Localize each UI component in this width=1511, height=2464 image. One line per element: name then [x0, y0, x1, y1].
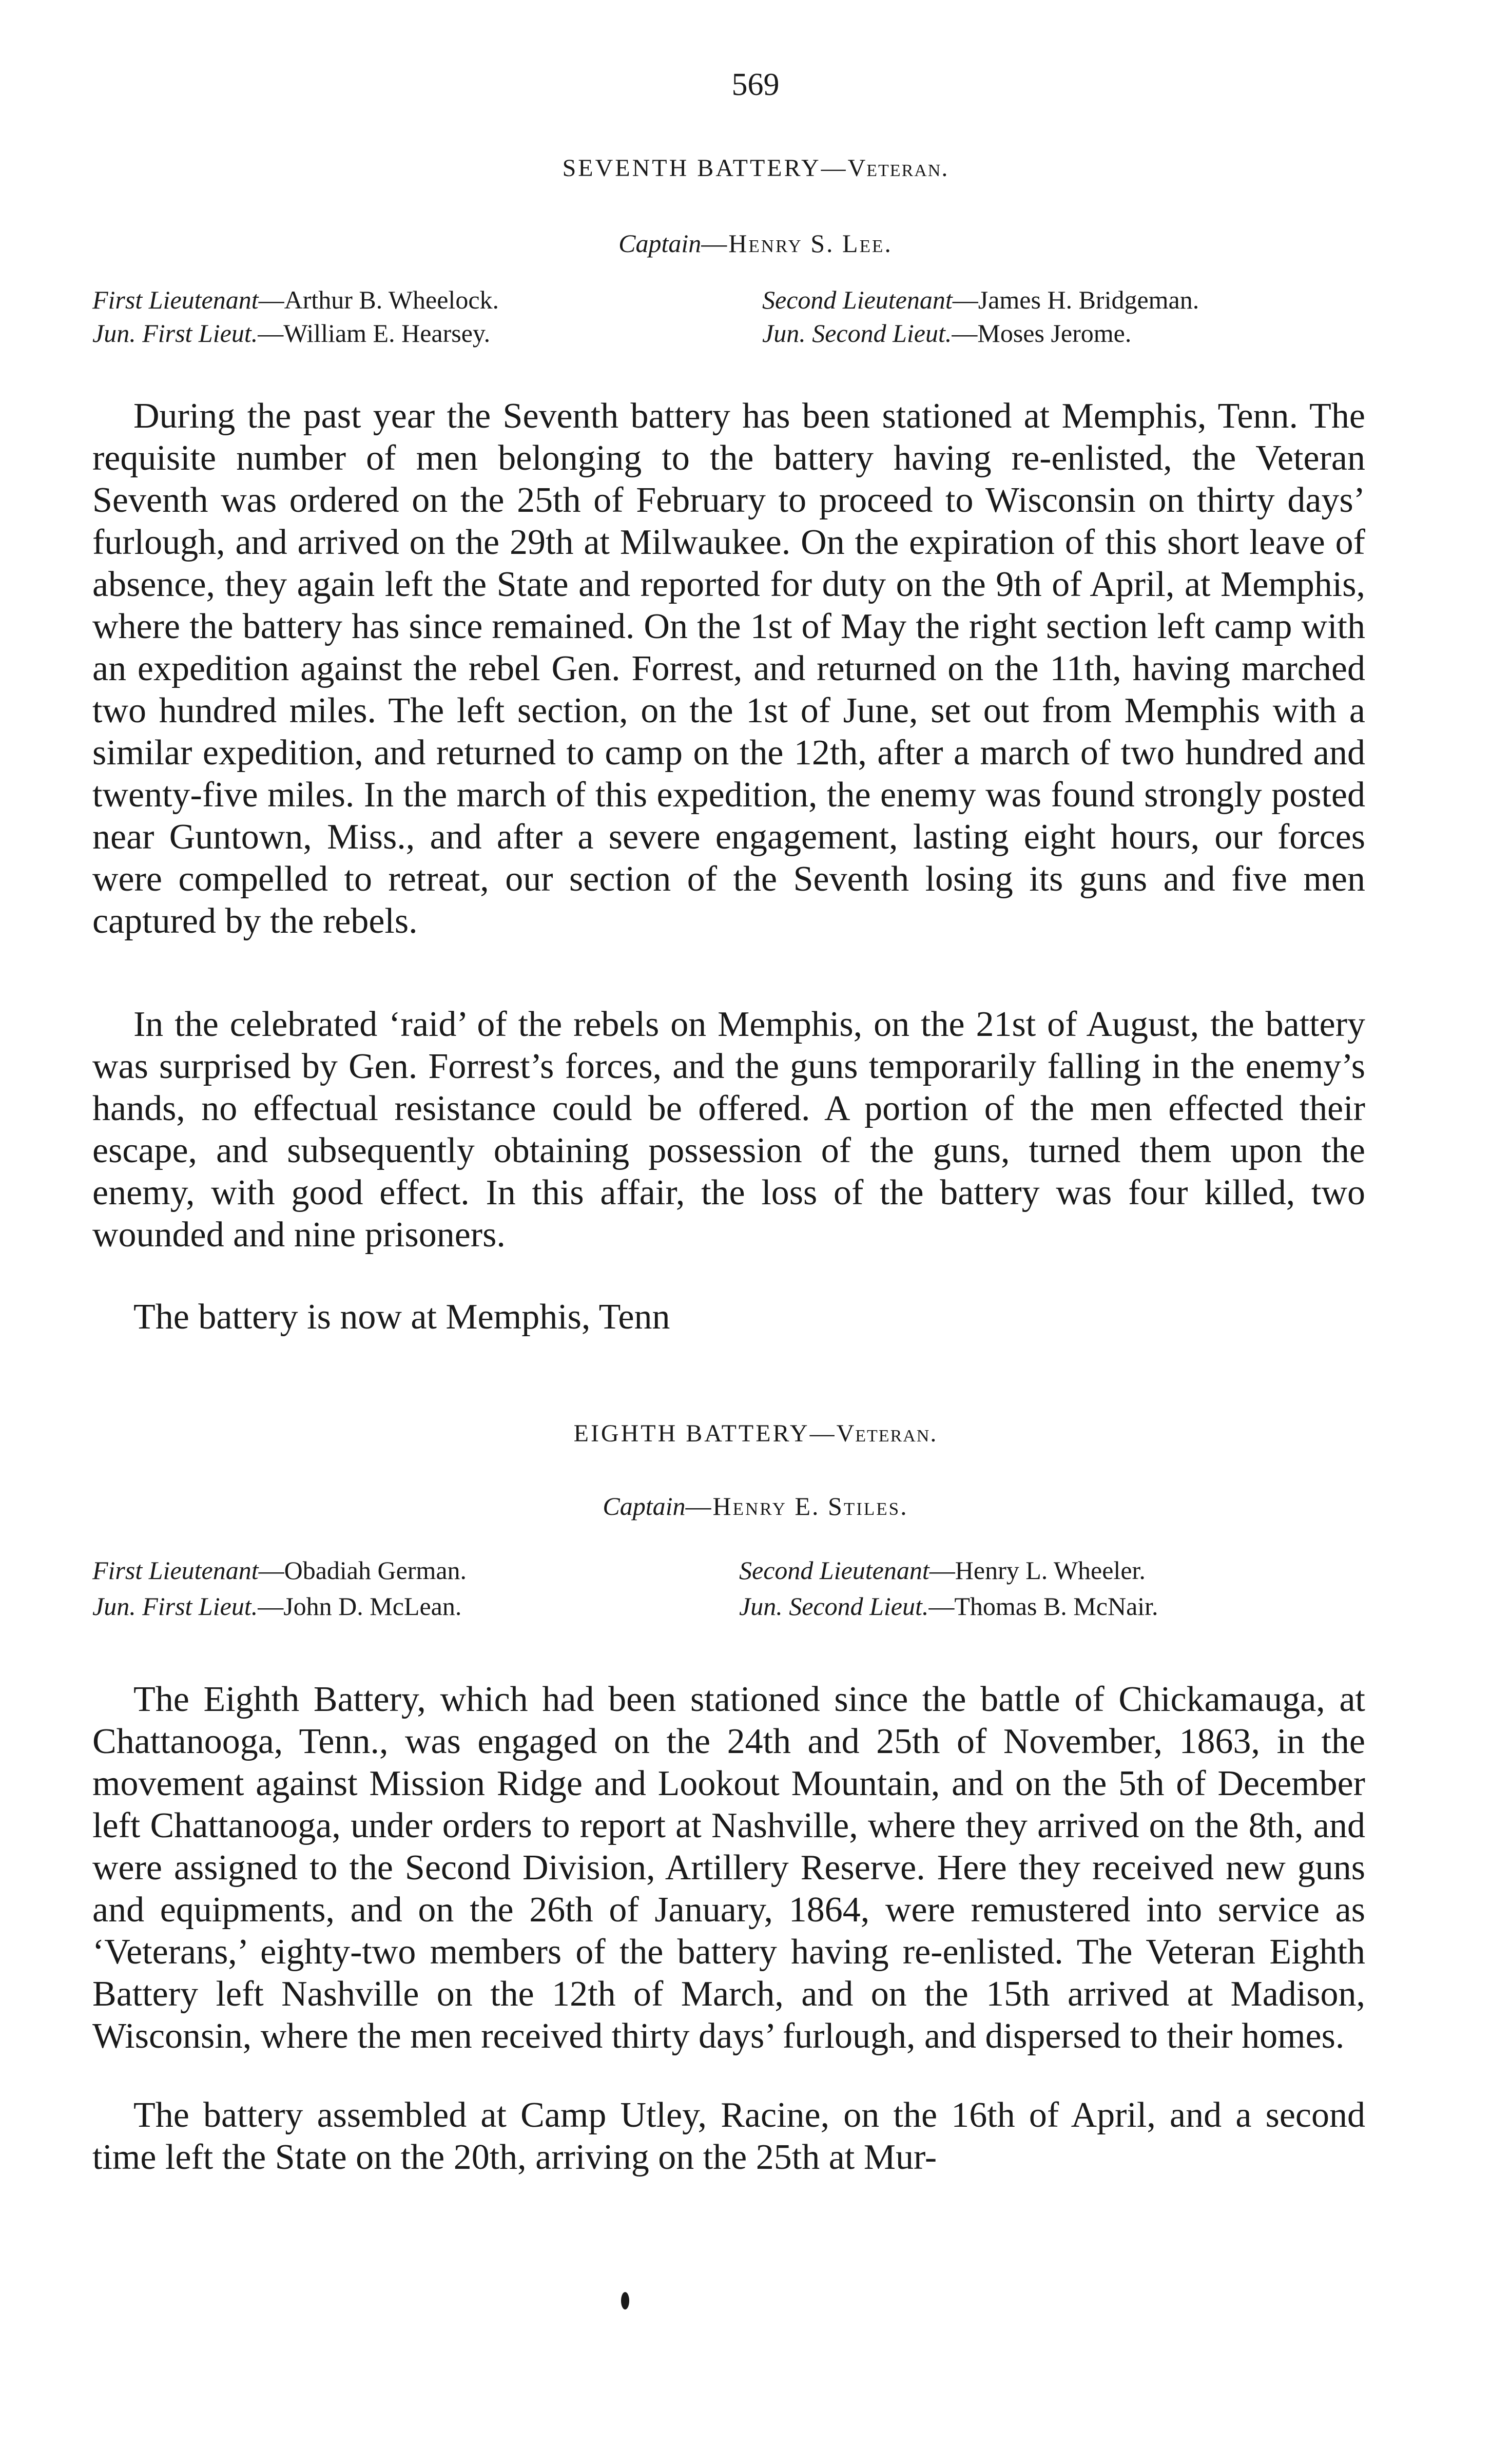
eighth-jun-first-role: Jun. First Lieut.: [92, 1592, 258, 1621]
ink-blot-mark: [621, 2292, 629, 2309]
eighth-heading-main: EIGHTH BATTERY—: [573, 1420, 837, 1447]
eighth-paragraph-1: The Eighth Battery, which had been stationed since the battle of Chickamauga, at Chattanooga, Tenn., was engaged on the 24th and 25th of November, 1863, in the movement against Mission Ridge and Lookout Mountain, and on the 5th of December left Chattanooga, under orders to report at Nashville, where they arrived on the 8th, and were assigned to the Second Division, Artillery Reserve. Here they received new guns and equipments, and on the 26th of January, 1864, were remustered into service as ‘Veterans,’ eighty-two members of the battery having re-enlisted. The Veteran Eighth Battery left Nashville on the 12th of March, and on the 15th arrived at Madison, Wisconsin, where the men received thirty days’ furlough, and dispersed to their homes.: [92, 1680, 1365, 2056]
eighth-first-lt-name: —Obadiah German.: [258, 1556, 467, 1585]
eighth-second-lieutenant: [739, 1555, 1146, 1585]
seventh-heading-veteran: Veteran.: [847, 155, 949, 182]
eighth-captain-line: [0, 1491, 1511, 1521]
eighth-paragraph-2: The battery assembled at Camp Utley, Racine, on the 16th of April, and a second time left the State on the 20th, arriving on the 25th at Mur-: [92, 2095, 1365, 2177]
eighth-second-lt-name: —Henry L. Wheeler.: [929, 1556, 1146, 1585]
eighth-jun-second-role: Jun. Second Lieut.: [739, 1592, 929, 1621]
seventh-battery-heading: [0, 154, 1511, 182]
seventh-captain-role: Captain: [618, 229, 702, 258]
seventh-first-lt-name: —Arthur B. Wheelock.: [258, 285, 499, 314]
seventh-captain-name: —Henry S. Lee.: [701, 229, 893, 258]
eighth-jun-first-name: —John D. McLean.: [258, 1592, 462, 1621]
seventh-first-lieutenant: [92, 285, 499, 315]
eighth-first-lieutenant: [92, 1555, 467, 1585]
eighth-heading-veteran: Veteran.: [836, 1420, 938, 1447]
eighth-captain-name: —Henry E. Stiles.: [685, 1492, 908, 1520]
seventh-jun-second-role: Jun. Second Lieut.: [762, 319, 952, 348]
seventh-paragraph-3: The battery is now at Memphis, Tenn: [133, 1297, 670, 1337]
seventh-second-lieutenant: [762, 285, 1199, 315]
seventh-jun-first-role: Jun. First Lieut.: [92, 319, 258, 348]
seventh-second-lt-role: Second Lieutenant: [762, 285, 953, 314]
seventh-second-lt-name: —James H. Bridgeman.: [952, 285, 1199, 314]
eighth-battery-heading: [0, 1419, 1511, 1448]
eighth-junior-first-lieutenant: [92, 1591, 461, 1621]
seventh-captain-line: [0, 228, 1511, 258]
seventh-paragraph-2: In the celebrated ‘raid’ of the rebels on Memphis, on the 21st of August, the battery was surprised by Gen. Forrest’s forces, and the guns temporarily falling in the enemy’s hands, no effectual resistance could be offered. A portion of the men effected their escape, and subsequently obtaining possession of the guns, turned them upon the enemy, with good effect. In this affair, the loss of the battery was four killed, two wounded and nine prisoners.: [92, 1005, 1365, 1255]
eighth-junior-second-lieutenant: [739, 1591, 1158, 1621]
eighth-second-lt-role: Second Lieutenant: [739, 1556, 929, 1585]
eighth-jun-second-name: —Thomas B. McNair.: [928, 1592, 1158, 1621]
seventh-junior-first-lieutenant: [92, 318, 490, 348]
page-number: 569: [731, 67, 780, 102]
seventh-junior-second-lieutenant: [762, 318, 1131, 348]
seventh-first-lt-role: First Lieutenant: [92, 285, 259, 314]
eighth-captain-role: Captain: [603, 1492, 686, 1520]
seventh-jun-first-name: —William E. Hearsey.: [258, 319, 491, 348]
seventh-paragraph-1: During the past year the Seventh battery has been stationed at Memphis, Tenn. The requisite number of men belonging to the battery having re-enlisted, the Veteran Seventh was ordered on the 25th of February to proceed to Wisconsin on thirty days’ furlough, and arrived on the 29th at Milwaukee. On the expiration of this short leave of absence, they again left the State and reported for duty on the 9th of April, at Memphis, where the battery has since remained. On the 1st of May the right section left camp with an expedition against the rebel Gen. Forrest, and returned on the 11th, having marched two hundred miles. The left section, on the 1st of June, set out from Memphis with a similar expedition, and returned to camp on the 12th, after a march of two hundred and twenty-five miles. In the march of this expedition, the enemy was found strongly posted near Guntown, Miss., and after a severe engagement, lasting eight hours, our forces were compelled to retreat, our section of the Seventh losing its guns and five men captured by the rebels.: [92, 396, 1365, 941]
eighth-first-lt-role: First Lieutenant: [92, 1556, 259, 1585]
seventh-jun-second-name: —Moses Jerome.: [952, 319, 1132, 348]
seventh-heading-main: SEVENTH BATTERY—: [562, 155, 848, 182]
